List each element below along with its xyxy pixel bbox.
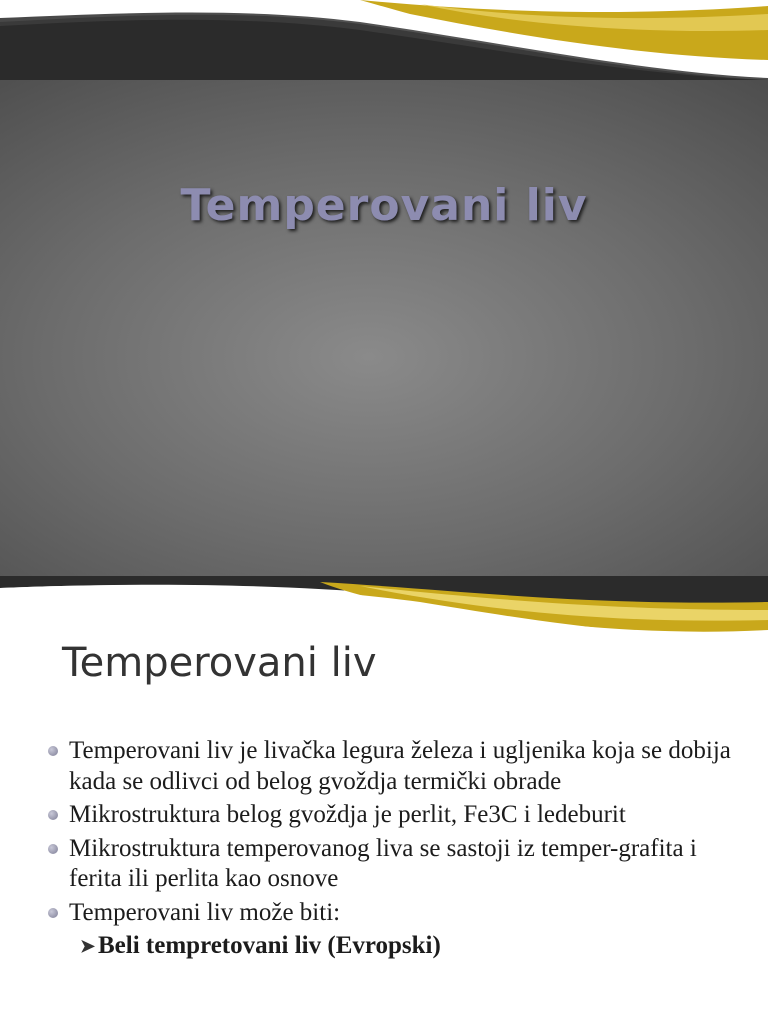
arrow-bullet-icon: ➤ bbox=[80, 936, 96, 956]
slide-title: Temperovani liv bbox=[62, 640, 377, 686]
bullet-text: Temperovani liv može biti: bbox=[69, 898, 341, 926]
sub-bullet-text: Beli tempretovani liv (Evropski) bbox=[98, 932, 441, 959]
slide-title: Temperovani liv bbox=[180, 180, 588, 231]
bullet-text: Mikrostruktura temperovanog liva se sastoji iz temper-grafita i ferita ili perlita kao osnove bbox=[69, 834, 697, 892]
decorative-wave-header bbox=[0, 0, 768, 80]
bullet-text: Temperovani liv je livačka legura železa i ugljenika koja se dobija kada se odlivci od belog gvoždja termički obrade bbox=[69, 737, 731, 795]
sub-list-item bbox=[48, 931, 738, 961]
bullet-text: Mikrostruktura belog gvoždja je perlit, Fe3C i ledeburit bbox=[69, 801, 626, 828]
bullet-icon bbox=[48, 908, 58, 918]
bullet-icon bbox=[48, 844, 58, 854]
bullet-icon bbox=[48, 746, 58, 756]
bullet-icon bbox=[48, 810, 58, 820]
list-item bbox=[48, 834, 738, 895]
list-item bbox=[48, 736, 738, 797]
content-slide bbox=[0, 576, 768, 1024]
list-item bbox=[48, 898, 738, 929]
bullet-list bbox=[48, 736, 738, 961]
list-item bbox=[48, 800, 738, 831]
